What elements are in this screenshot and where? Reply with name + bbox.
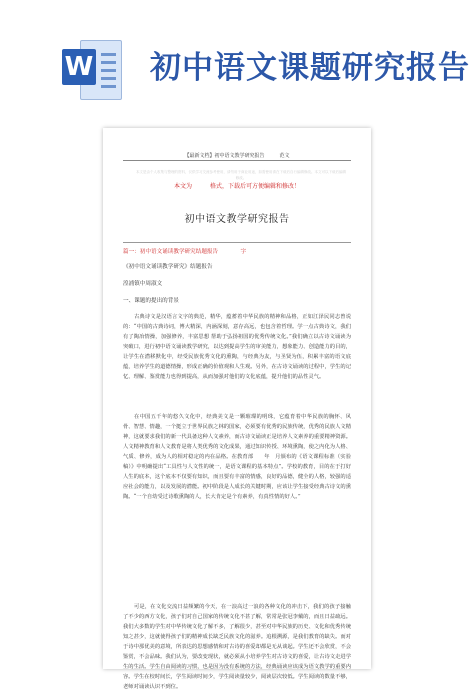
edit-notice: 本文为 格式，下载后可方便编辑和修改！	[173, 183, 300, 190]
section-heading: 一、课题的提出的背景	[123, 298, 179, 304]
report-subtitle: 《初中语文诵读教学研究》结题报告	[123, 264, 213, 270]
body-paragraph-2: 在中国五千年的悠久文化中，经典美文是一颗璀璨的明珠，它蕴育着中华民族的胸怀、风骨、智慧、情趣，一个挺立于世界民族之林的国家，必须要有优秀的民族传统，优秀的民族人文精神，这就要求我们的新一代具备这种人文素养，而古诗文诵读正是培养人文素养的重要精神资源。人文精神教育和人文教育是将人类优秀的文化成果，通过知识传授、环境熏陶，使之内化为人格、气质、修养，成为人的相对稳定的内在品格。在教育部 年 月颁布的《语文课程标准（实验稿）》中明确提出“工具性与人文性的统一，是语文课程的基本特点”。学校的教育，目的在于打好人生的底本，这个底本不仅要有知识，而且要有丰富的情感，良好的品德，健全的人格，较强的适应社会的能力，以及发展的潜能。初中阶段是人成长的关键时期，应该让学生接受经典古诗文的熏陶。“一个自幼受过诗歌熏陶的人，长大肯定是个有素养，有真性情的好人。”	[123, 414, 351, 500]
document-page	[103, 128, 371, 690]
title-banner	[0, 0, 474, 122]
word-icon-badge: W	[62, 49, 96, 85]
section-divider	[123, 242, 351, 243]
page-header: 【最新文档】初中语文教学研究报告 范文	[184, 153, 290, 159]
document-title: 初中语文教学研究报告	[184, 214, 290, 225]
header-divider	[123, 160, 351, 161]
author-line: 湟浦镇中周淑文	[123, 281, 163, 287]
body-paragraph-3: 可是，在文化交流日益频繁的今天，在一浪高过一浪的各种文化的冲击下，我们的孩子接触了不少的西方文化，孩子们对自己国家的传统文化不甚了解，常常是张冠李戴的，而且日益疏远。我们大多数的学生对中华传统文化了解不多，了解很少，甚至对中华民族的历史、文化和优秀传统知之甚少，这就使得孩子们的精神成长缺乏民族文化的滋养。追根溯源，是我们教育的缺失。而对于诗中那优美的意境，所表达的思想感情和对古诗的喜爱却都是无从谈起。学生还不会欣赏，不会鉴赏，不会品味。我们认为，要改变现状，就必须从小培养学生对古诗文的喜爱，让古诗文走进学生的生活。学生自由阅读的习惯，也是因为没有系统的方法，经典诵读应该成为语文教学的重要内容。学生在校时间长，学生阅读时间少，学生阅读量较少，阅读层次较低。学生阅读的数量不够，老师对诵读认识不到位。	[123, 604, 351, 690]
body-paragraph-1: 古典诗文是汉语言文字的典范，精华，蕴蓄着中华民族的精神和品格，正如江泽民同志曾说的：“中国的古典诗词，博大精深，内涵深刻，意存高远，也包含着哲理。学一点古典诗文，我们有了陶冶情操，加强修养，丰富思想 帮助于弘扬祖国的优秀传统文化。”我们确立以古诗文诵读为突破口，进行初中语文诵读教学研究，以达到提高学生的审美能力，想象能力、创造能力的目的，让学生在潜移默化中，经受民族优秀文化的熏陶，与经典为友，与圣贤为伍，积累丰富的语文底蕴，培养学生的道德情操，形成正确的价值观和人生观。另外，在古诗文诵读的过程中，学生的记忆、理解、鉴赏能力也得到提高，从而加强对他们的文化底蕴，提升他们的品性灵气。	[123, 314, 351, 380]
word-document-icon	[62, 40, 122, 98]
part-heading: 篇一：初中语文诵读教学研究结题报告 字	[123, 249, 247, 255]
watermark-note: 本文是由个人收集与整理的资料，仅供学习交流参考使用，请勿用于商业用途，如需使用请在下载后自行编辑修改。本文可以下载后编辑修改。	[136, 170, 346, 180]
banner-title: 初中语文课题研究报告	[150, 50, 470, 86]
